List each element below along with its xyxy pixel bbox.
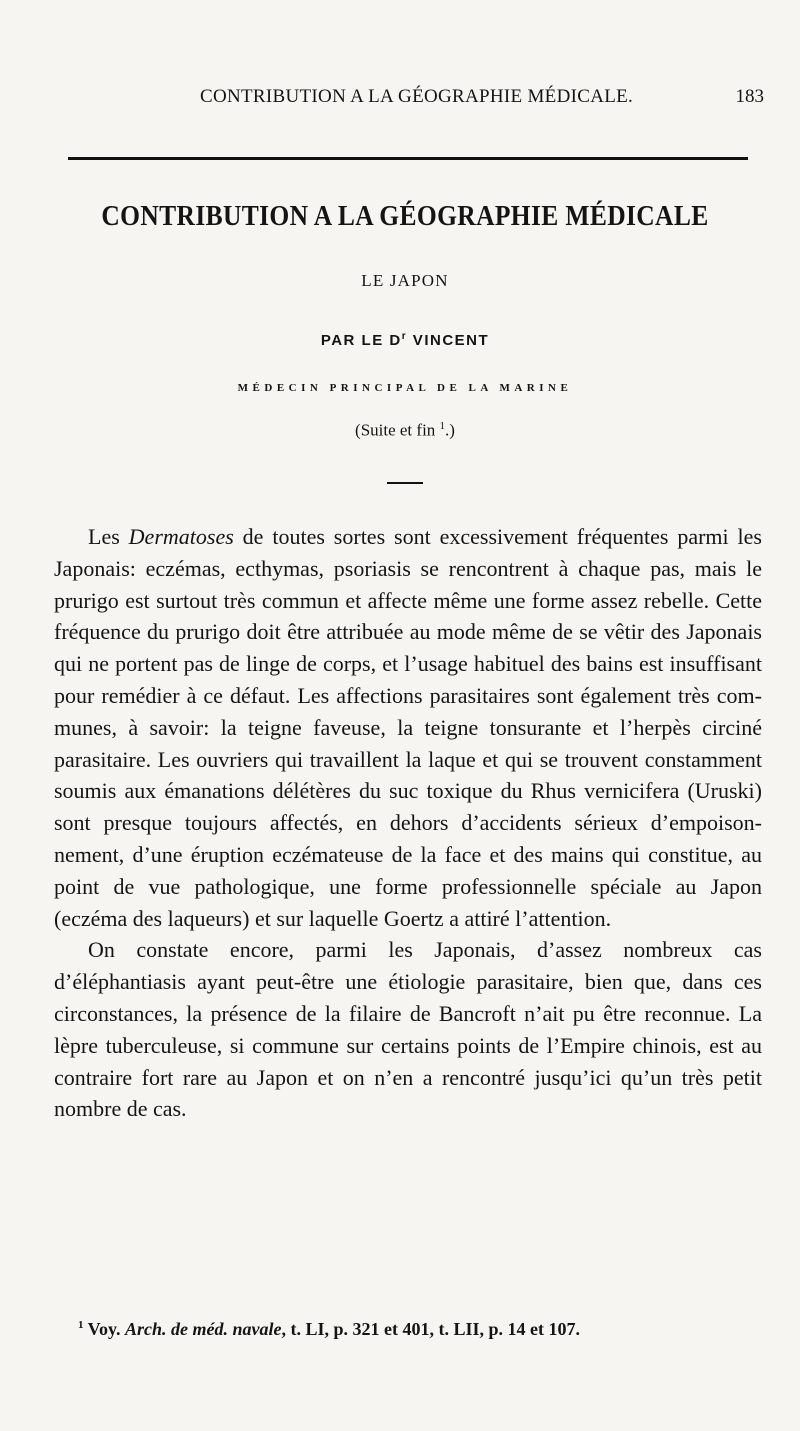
footnote-text-end: , t. LI, p. 321 et 401, t. LII, p. 14 et 107. (281, 1319, 581, 1339)
paragraph-1-rest: de toutes sortes sont excessivement fréquentes parmi les Japonais: eczémas, ecthymas, psoriasis se rencontrent à chaque pas, mais le prurigo est surtout très commun et affecte même une forme assez rebelle. Cette fréquence du prurigo doit être attribuée au mode même de se vêtir des Japonais qui ne portent pas de linge de corps, et l’usage habituel des bains est insuffisant pour remédier à ce défaut. Les affections parasitaires sont également très communes, à savoir: la teigne faveuse, la teigne tonsurante et l’herpès circiné parasitaire. Les ouvriers qui travaillent la laque et qui se trouvent constamment soumis aux émanations délétères du suc toxique du Rhus vernicifera (Uruski) sont presque toujours affectés, en dehors d’accidents sérieux d’empoisonnement, d’une éruption eczémateuse de la face et des mains qui constitue, au point de vue pathologique, une forme professionnelle spéciale au Japon (eczéma des laqueurs) et sur laquelle Goertz a attiré l’attention. (54, 524, 762, 931)
footnote (78, 1319, 768, 1340)
author-prefix-sup: r (401, 331, 408, 342)
paragraph-1-emphasis: Dermatoses (128, 524, 234, 549)
paragraph-1-start: Les (88, 524, 129, 549)
article-subtitle: LE JAPON (361, 271, 449, 290)
suite-close: .) (445, 420, 455, 440)
paragraph-2: On constate encore, parmi les Japonais, d’assez nombreux cas d’éléphantiasis ayant peut-être une étiologie parasitaire, bien que, dans ces circonstances, la présence de la filaire de Bancroft n’ait pu être reconnue. La lèpre tuberculeuse, si commune sur certains points de l’Empire chinois, est au contraire fort rare au Japon et on n’en a rencontré jusqu’ici qu’un très petit nombre de cas. (54, 937, 762, 1122)
continuation-note (0, 420, 800, 441)
article-title: CONTRIBUTION A LA GÉOGRAPHIE MÉDICALE (101, 200, 709, 232)
body-text (54, 521, 762, 1125)
suite-text: (Suite et fin (355, 420, 436, 440)
paragraph-1 (54, 521, 762, 934)
author-prefix: PAR LE D (320, 332, 402, 349)
page-number: 183 (735, 86, 764, 107)
running-header-title: CONTRIBUTION A LA GÉOGRAPHIE MÉDICALE. (200, 86, 634, 107)
section-divider (387, 482, 423, 484)
header-rule (68, 157, 748, 160)
author-line (0, 331, 800, 349)
footnote-text-start: Voy. (83, 1319, 126, 1339)
footnote-journal-title: Arch. de méd. navale (125, 1319, 282, 1339)
author-name: VINCENT (407, 332, 490, 349)
suite-footnote-marker: 1 (439, 420, 446, 432)
author-title: MÉDECIN PRINCIPAL DE LA MARINE (237, 382, 573, 394)
footnote-marker: 1 (78, 1319, 84, 1331)
